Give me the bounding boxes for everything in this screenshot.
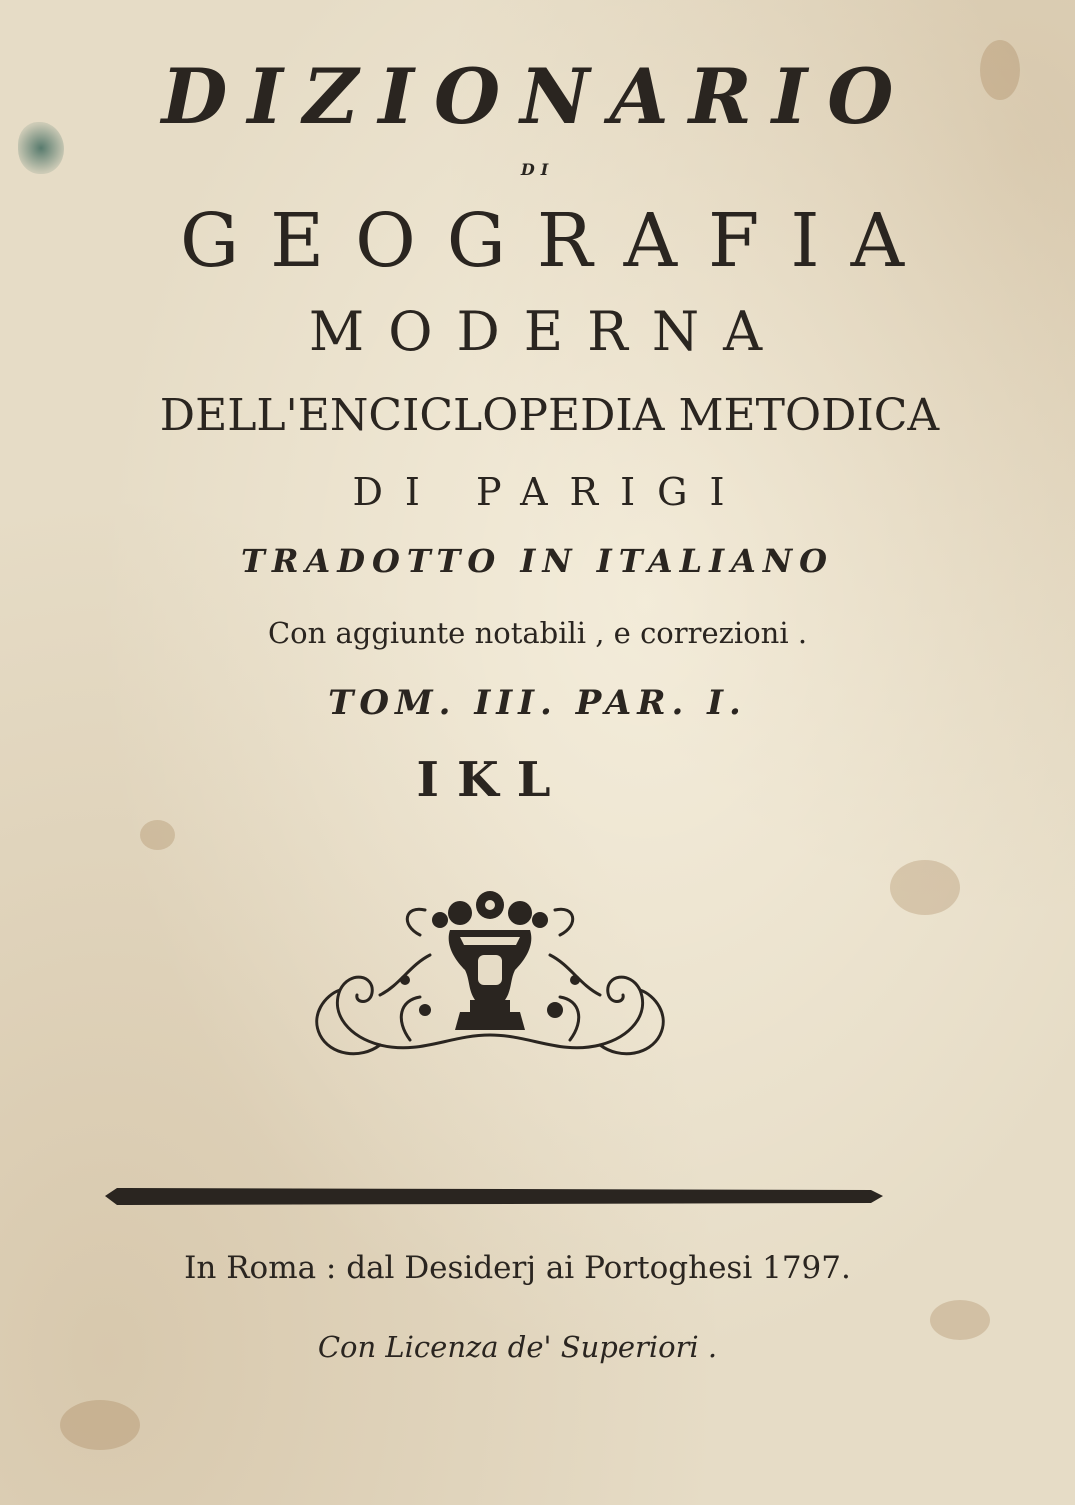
- license-line: Con Licenza de' Superiori .: [317, 1330, 718, 1364]
- title-di: DI: [520, 160, 555, 179]
- subtitle-aggiunte: Con aggiunte notabili , e correzioni .: [267, 616, 808, 650]
- title-dizionario: DIZIONARIO: [161, 52, 914, 141]
- urn-ornament-icon: [300, 885, 680, 1075]
- title-geografia: GEOGRAFIA: [179, 198, 936, 284]
- foxing-spot: [890, 860, 960, 915]
- volume-number: TOM. III. PAR. I.: [328, 683, 747, 723]
- title-moderna: MODERNA: [308, 300, 787, 363]
- volume-letters: IKL: [416, 752, 569, 808]
- foxing-spot: [60, 1400, 140, 1450]
- title-di-parigi: DI PARIGI: [352, 470, 747, 514]
- subtitle-tradotto: TRADOTTO IN ITALIANO: [241, 542, 834, 580]
- foxing-spot: [140, 820, 175, 850]
- printed-rule: [105, 1185, 883, 1207]
- imprint-line: In Roma : dal Desiderj ai Portoghesi 1797.: [184, 1250, 851, 1286]
- title-enciclopedia: DELL'ENCICLOPEDIA METODICA: [159, 390, 940, 441]
